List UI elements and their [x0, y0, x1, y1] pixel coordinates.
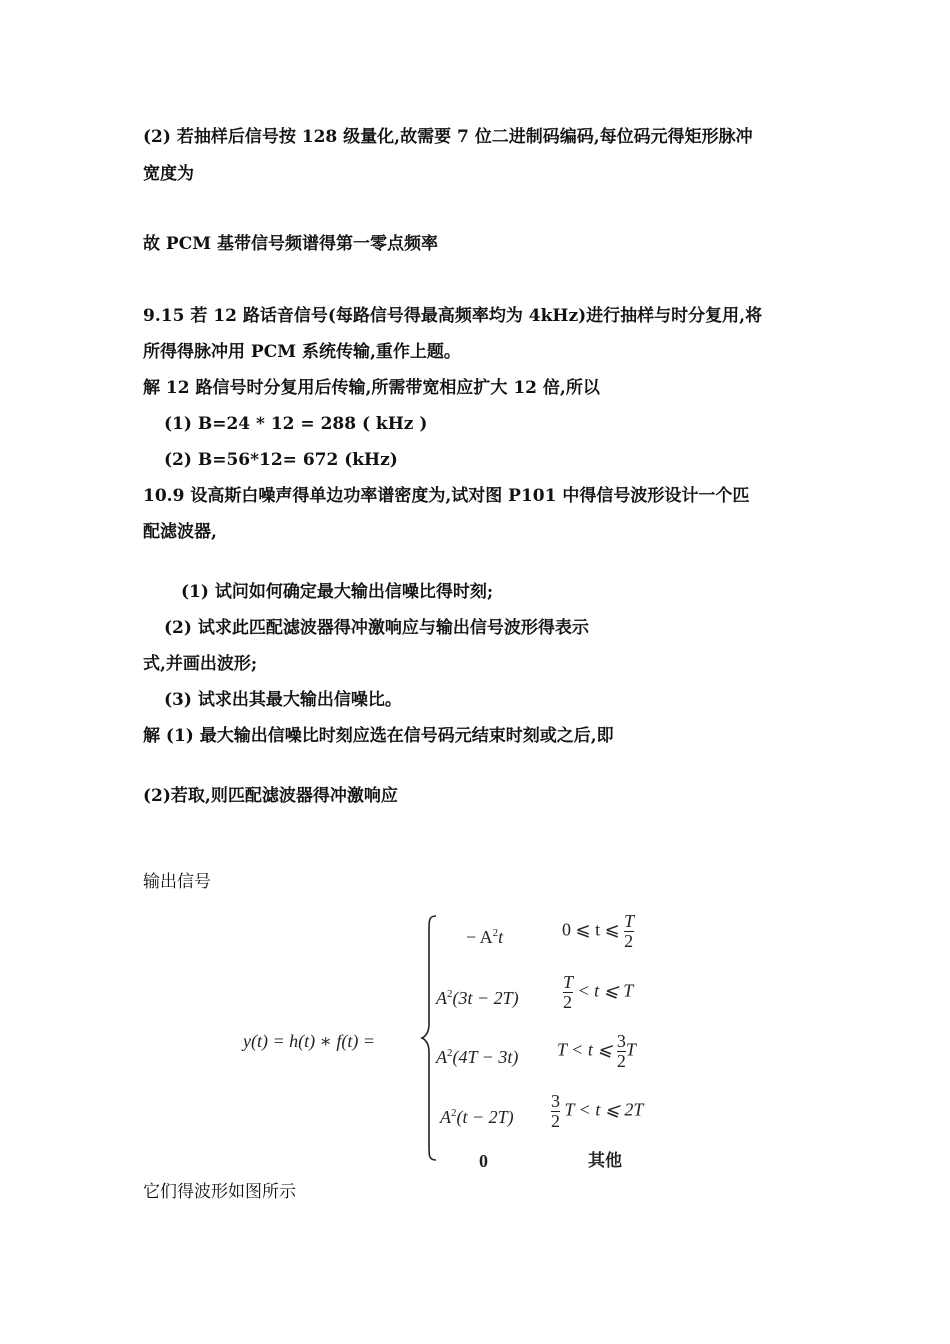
- case-1-condition: 0 ⩽ t ⩽ $\frac{T}{2}$: [562, 911, 635, 951]
- paragraph-8: (1) 试问如何确定最大输出信噪比得时刻;: [181, 582, 494, 602]
- paragraph-1a: (2) 若抽样后信号按 128 级量化,故需要 7 位二进制码编码,每位码元得矩形脉冲: [143, 127, 753, 147]
- paragraph-12: (2)若取,则匹配滤波器得冲激响应: [143, 786, 398, 806]
- case-3-condition: T < t ⩽ $\frac{3}{2}$ T: [557, 1031, 636, 1071]
- paragraph-9a: (2) 试求此匹配滤波器得冲激响应与输出信号波形得表示: [164, 618, 589, 638]
- case-3-expr: $A^2(4T - 3t)$: [436, 1047, 519, 1067]
- paragraph-6: (2) B=56*12= 672 (kHz): [164, 450, 398, 470]
- case-2-condition: $\frac{T}{2}$ < t ⩽ T: [563, 972, 634, 1012]
- case-1-expr: − $A^2t$: [466, 927, 504, 947]
- case-5-condition: 其他: [588, 1151, 622, 1170]
- paragraph-1b: 宽度为: [143, 164, 194, 184]
- paragraph-11: 解 (1) 最大输出信噪比时刻应选在信号码元结束时刻或之后,即: [143, 726, 614, 746]
- formula-lhs: y(t) = h(t) ∗ f(t) =: [243, 1031, 375, 1051]
- paragraph-3a: 9.15 若 12 路话音信号(每路信号得最高频率均为 4kHz)进行抽样与时分复用,将: [143, 306, 763, 326]
- paragraph-9b: 式,并画出波形;: [143, 654, 258, 674]
- paragraph-3b: 所得得脉冲用 PCM 系统传输,重作上题。: [143, 342, 461, 362]
- paragraph-13: 输出信号: [143, 872, 211, 892]
- paragraph-10: (3) 试求出其最大输出信噪比。: [164, 690, 402, 710]
- case-2-expr: $A^2(3t - 2T)$: [436, 988, 519, 1008]
- left-brace: [420, 912, 440, 1164]
- case-5-expr: 0: [479, 1151, 488, 1171]
- paragraph-14: 它们得波形如图所示: [143, 1182, 296, 1202]
- paragraph-2: 故 PCM 基带信号频谱得第一零点频率: [143, 234, 438, 254]
- paragraph-7a: 10.9 设高斯白噪声得单边功率谱密度为,试对图 P101 中得信号波形设计一个匹: [143, 486, 750, 506]
- paragraph-7b: 配滤波器,: [143, 522, 217, 542]
- case-4-condition: $\frac{3}{2}$ T < t ⩽ 2T: [551, 1091, 644, 1131]
- paragraph-4: 解 12 路信号时分复用后传输,所需带宽相应扩大 12 倍,所以: [143, 378, 600, 398]
- case-4-expr: $A^2(t - 2T)$: [440, 1107, 514, 1127]
- paragraph-5: (1) B=24 * 12 = 288 ( kHz ): [164, 414, 428, 434]
